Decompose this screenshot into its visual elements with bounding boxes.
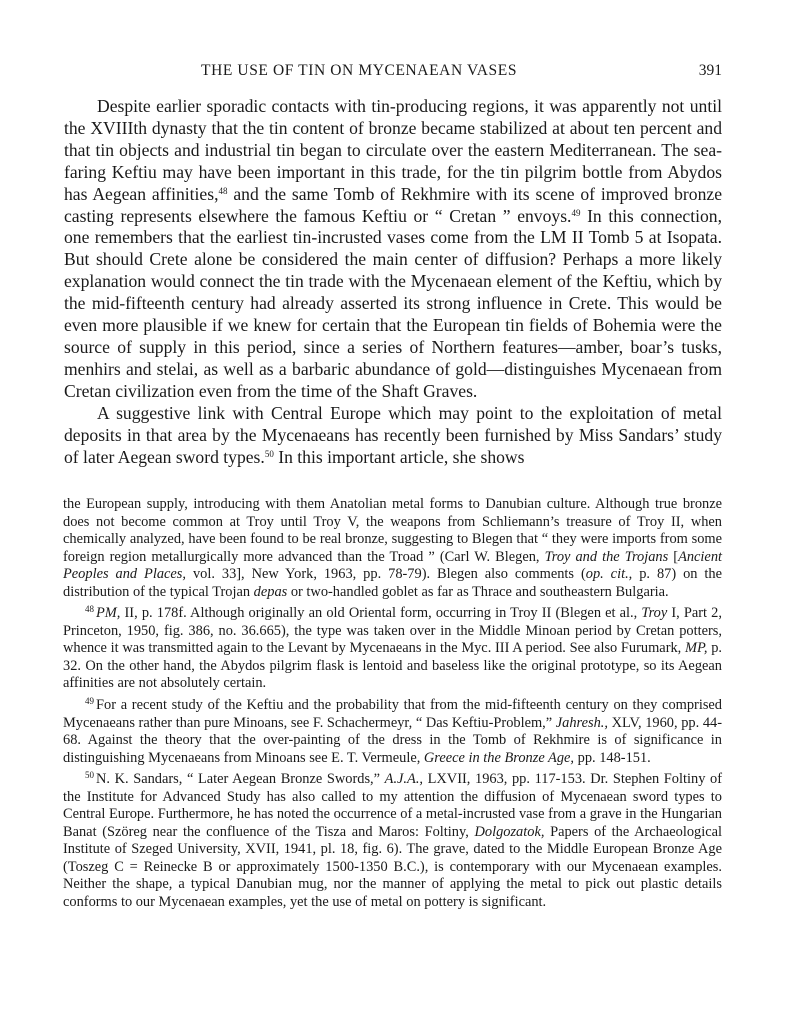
footnote-number: 48	[85, 604, 94, 615]
footnote-ref[interactable]: 48	[218, 185, 228, 196]
footnotes	[63, 496, 722, 912]
footnote-50: $^{50}$ N. K. Sandars, “ Later Aegean Bronze Swords,” A.J.A., LXVII, 1963, pp. 117-153. Dr. Stephen Foltiny of the Institute for Advanced Study has also called to my attention the diffusion of Mycenaean sword types to Central Europe. Furthermore, he has noted the occurrence of a metal-incrusted vase from a grave in the Hungarian Banat (Szöreg near the confluence of the Tisza and Maros: Foltiny, Dolgozatok, Papers of the Archaeological Institute of Szeged University, XVII, 1941, pl. 18, fig. 6). The grave, dated to the Middle European Bronze Age (Toszeg C = Reinecke B or approximately 1500-1350 B.C.), is contemporary with our Mycenaean examples. Neither the shape, a typical Danubian mug, nor the manner of applying the metal to pick out plastic details conforms to our Mycenaean examples, yet the use of metal on pottery is significant.	[63, 770, 722, 911]
footnote-ref[interactable]: 50	[264, 448, 274, 459]
running-title: THE USE OF TIN ON MYCENAEAN VASES	[201, 62, 518, 79]
running-header	[105, 62, 722, 84]
footnote-number: 50	[85, 770, 94, 781]
main-text	[64, 96, 722, 468]
paragraph: Despite earlier sporadic contacts with tin-producing regions, it was apparently not until the XVIIIth dynasty that the tin content of bronze became stabilized at about ten percent and that tin objects and industrial tin began to circulate over the eastern Mediterranean. The sea-faring Keftiu may have been important in this trade, for the tin pilgrim bottle from Abydos has Aegean affinities,$^{48}$ and the same Tomb of Rekhmire with its scene of improved bronze casting represents elsewhere the famous Keftiu or “ Cretan ” envoys.$^{49}$ In this connection, one remembers that the earliest tin-incrusted vases come from the LM II Tomb 5 at Isopata. But should Crete alone be considered the main center of diffusion? Perhaps a more likely explanation would connect the tin trade with the Mycenaean element of the Keftiu, which by the mid-fifteenth century had already asserted its strong influence in Crete. This would be even more plausible if we knew for certain that the European tin fields of Bohemia were the source of supply in this period, since a series of Northern features—amber, boar’s tusks, menhirs and stelai, as well as a barbaric abundance of gold—distinguishes Mycenaean from Cretan civilization even from the time of the Shaft Graves.	[64, 96, 723, 401]
footnote-48: $^{48}$ PM, II, p. 178f. Although originally an old Oriental form, occurring in Troy II (Blegen et al., Troy I, Part 2, Princeton, 1950, fig. 386, no. 36.665), the type was taken over in the Middle Minoan period by Cretan potters, whence it was transmitted again to the Levant by Mycenaeans in the Myc. III A period. See also Furumark, MP, p. 32. On the other hand, the Abydos pilgrim flask is lentoid and baseless like the original prototype, so its Aegean affinities are not absolutely certain.	[63, 604, 722, 692]
footnote-continuation: the European supply, introducing with them Anatolian metal forms to Danubian culture. Although true bronze does not become common at Troy until Troy V, the weapons from Schliemann’s treasure of Troy II, when chemically analyzed, have been found to be real bronze, suggesting to Blegen that “ they were imports from some foreign region metallurgically more advanced than the Troad ” (Carl W. Blegen, Troy and the Trojans [Ancient Peoples and Places, vol. 33], New York, 1963, pp. 78-79). Blegen also comments (op. cit., p. 87) on the distribution of the typical Trojan depas or two-handled goblet as far as Thrace and southeastern Bulgaria.	[63, 496, 723, 600]
footnote-49: $^{49}$ For a recent study of the Keftiu and the probability that from the mid-fifteenth century on they comprised Mycenaeans rather than pure Minoans, see F. Schachermeyr, “ Das Keftiu-Problem,” Jahresh., XLV, 1960, pp. 44-68. Against the theory that the over-painting of the dress in the Tomb of Rekhmire is of significance in distinguishing Mycenaeans from Minoans see E. T. Vermeule, Greece in the Bronze Age, pp. 148-151.	[63, 696, 723, 766]
page-number: 391	[698, 62, 722, 79]
footnote-number: 49	[85, 696, 94, 707]
paragraph: A suggestive link with Central Europe which may point to the exploitation of metal deposits in that area by the Mycenaeans has recently been furnished by Miss Sandars’ study of later Aegean sword types.$^{50}$ In this important article, she shows	[64, 402, 722, 467]
footnote-ref[interactable]: 49	[571, 207, 581, 218]
